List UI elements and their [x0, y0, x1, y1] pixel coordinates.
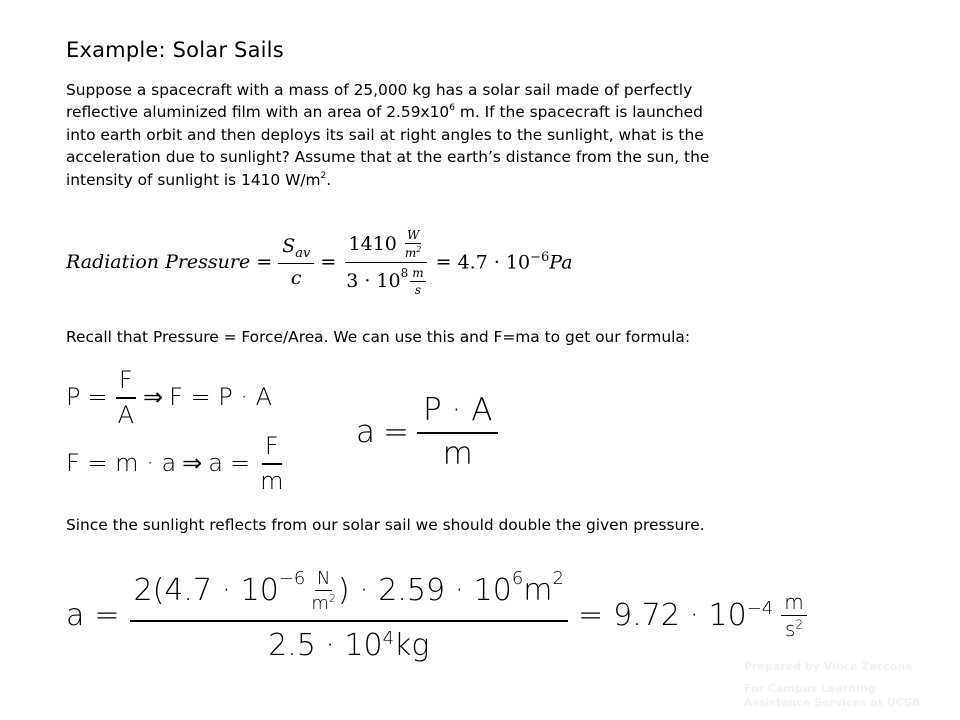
credit-line: Prepared by Vince Zaccone — [744, 660, 913, 673]
double-pressure-text: Since the sunlight reflects from our solar sail we should double the given pressure. — [66, 516, 705, 534]
recall-text: Recall that Pressure = Force/Area. We can use this and F=ma to get our formula: — [66, 328, 691, 346]
problem-line: into earth orbit and then deploys its sail at right angles to the sunlight, what is the — [66, 125, 704, 144]
pressure-formula: P = $\frac{F}{A}$ ⇒ F = P · A — [66, 365, 273, 429]
final-unit-fraction: $\frac{m}{s^2}$ — [781, 590, 806, 641]
equals-sign: = — [320, 251, 337, 273]
final-fraction: 2(4.7 · 10 $^{-6}$ $\frac{N}{m^2}$ ) · 2.59 · 10 $^6$ m $^2$ 2.5 · 10 $^4$ kg — [130, 568, 568, 663]
radiation-pressure-result: $4.7 \cdot 10^{-6}Pa$ — [457, 250, 573, 274]
equals-sign: = — [435, 251, 452, 273]
final-result: $9.72 \cdot 10^{-4}$ — [613, 597, 774, 633]
problem-line: Suppose a spacecraft with a mass of 25,000 kg has a solar sail made of perfectly — [66, 81, 693, 99]
problem-line: acceleration due to sunlight? Assume that at the earth’s distance from the sun, the — [66, 148, 710, 167]
acceleration-formula: a = $\frac{P \cdot A}{m}$ — [356, 392, 498, 472]
radiation-pressure-label: Radiation Pressure — [66, 251, 251, 273]
implies-arrow: ⇒ — [143, 383, 164, 411]
s-over-c-fraction: $\frac{S_{av}}{c}$ — [278, 235, 314, 289]
radiation-pressure-equation — [66, 222, 573, 302]
implies-arrow: ⇒ — [182, 449, 203, 477]
equals-sign: = — [256, 251, 273, 273]
problem-line: intensity of sunlight is 1410 $W/m^2$. — [66, 170, 332, 189]
credit-line: For Campus Learning Assistance Services at UCSB — [744, 682, 921, 709]
credit-watermark — [744, 660, 934, 710]
slide-title: Example: Solar Sails — [66, 38, 284, 62]
problem-statement — [66, 79, 906, 191]
newton-formula: F = m · a ⇒ a = $\frac{F}{m}$ — [66, 431, 284, 495]
problem-line: reflective aluminized film with an area of $2.59x10^6$ m. If the spacecraft is launched — [66, 103, 703, 122]
final-acceleration-equation: a = 2(4.7 · 10 $^{-6}$ $\frac{N}{m^2}$ ) · 2.59 · 10 $^6$ m $^2$ 2.5 · 10 $^4$ kg = $9.72 \cdot 10^{-4}$ $\frac{m}{s^2}$ — [66, 560, 807, 670]
final-a-label: a — [66, 597, 85, 633]
numeric-fraction: 1410 $\frac{W}{m^2}$ 3 · 10 $^8$ $\frac{m}{s}$ — [342, 228, 429, 297]
